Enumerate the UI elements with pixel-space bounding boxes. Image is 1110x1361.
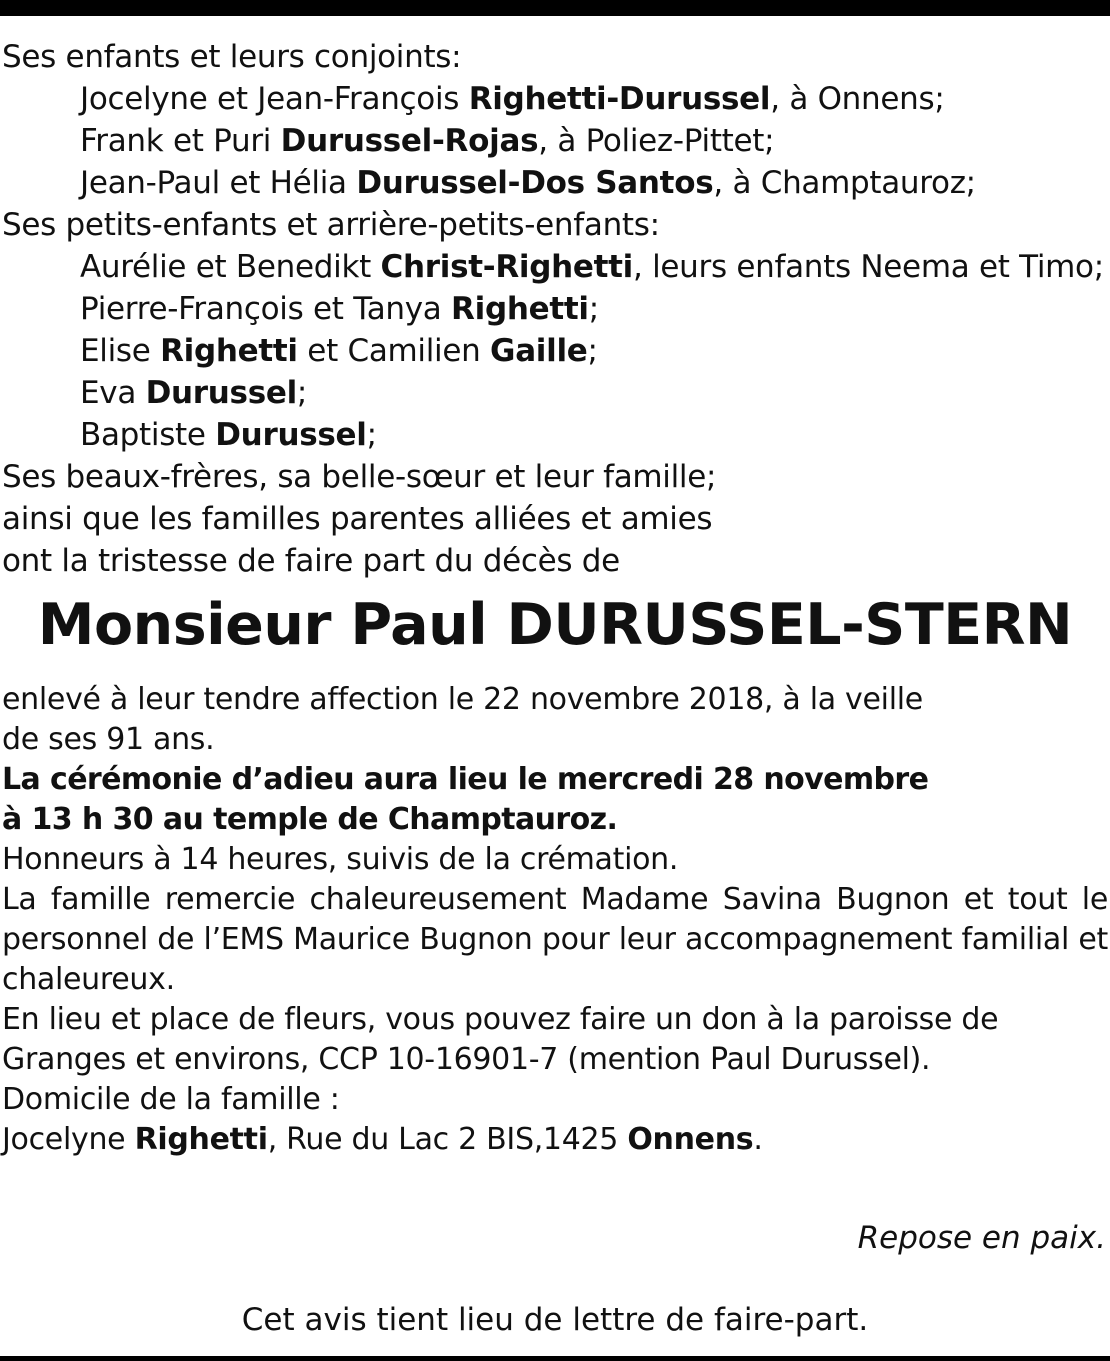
grandchildren-heading: Ses petits-enfants et arrière-petits-enfants: (2, 207, 660, 243)
surname: Christ-Righetti (380, 249, 633, 285)
child-entry: Jean-Paul et Hélia Durussel-Dos Santos, à Champtauroz; (80, 165, 976, 201)
surname: Durussel (215, 417, 367, 453)
surname: Righetti (451, 291, 589, 327)
child-entry: Frank et Puri Durussel-Rojas, à Poliez-Pittet; (80, 123, 775, 159)
domicile-label: Domicile de la famille : (2, 1082, 340, 1117)
surname: Gaille (490, 333, 588, 369)
deceased-name: Monsieur Paul DURUSSEL-STERN (37, 592, 1073, 658)
passing-line: enlevé à leur tendre affection le 22 novembre 2018, à la veille (2, 682, 923, 717)
town: Onnens (627, 1122, 754, 1157)
donation-line: En lieu et place de fleurs, vous pouvez faire un don à la paroisse de (2, 1002, 999, 1037)
grandchild-entry: Eva Durussel; (80, 375, 308, 411)
child-entry: Jocelyne et Jean-François Righetti-Durussel, à Onnens; (80, 81, 945, 117)
children-heading: Ses enfants et leurs conjoints: (2, 39, 462, 75)
grandchild-entry: Elise Righetti et Camilien Gaille; (80, 333, 598, 369)
top-rule (0, 0, 1110, 16)
announcement-line: ont la tristesse de faire part du décès de (2, 543, 620, 579)
family-list (2, 36, 1108, 582)
other-relatives-line: Ses beaux-frères, sa belle-sœur et leur famille; (2, 459, 717, 495)
passing-line: de ses 91 ans. (2, 722, 215, 757)
surname: Durussel (145, 375, 297, 411)
donation-line: Granges et environs, CCP 10-16901-7 (mention Paul Durussel). (2, 1042, 931, 1077)
surname: Righetti (160, 333, 298, 369)
surname: Durussel-Rojas (280, 123, 539, 159)
ceremony-line: La cérémonie d’adieu aura lieu le mercredi 28 novembre (2, 762, 929, 797)
domicile-address: Jocelyne Righetti, Rue du Lac 2 BIS,1425 Onnens. (2, 1122, 763, 1157)
grandchild-entry: Aurélie et Benedikt Christ-Righetti, leurs enfants Neema et Timo; (80, 249, 1104, 285)
notice-statement: Cet avis tient lieu de lettre de faire-part. (241, 1302, 869, 1338)
grandchild-entry: Pierre-François et Tanya Righetti; (80, 291, 599, 327)
honours-line: Honneurs à 14 heures, suivis de la crémation. (2, 842, 679, 877)
ceremony-line: à 13 h 30 au temple de Champtauroz. (2, 802, 618, 837)
surname: Durussel-Dos Santos (356, 165, 714, 201)
bottom-rule (0, 1356, 1110, 1361)
surname: Righetti (134, 1122, 268, 1157)
surname: Righetti-Durussel (468, 81, 771, 117)
thanks-paragraph: La famille remercie chaleureusement Madame Savina Bugnon et tout le personnel de l’EMS Maurice Bugnon pour leur accompagnement familial et chaleureux. (2, 882, 1108, 997)
notice-details (2, 680, 1108, 1160)
other-relatives-line: ainsi que les familles parentes alliées et amies (2, 501, 713, 537)
grandchild-entry: Baptiste Durussel; (80, 417, 377, 453)
rest-in-peace: Repose en paix. (857, 1220, 1106, 1256)
